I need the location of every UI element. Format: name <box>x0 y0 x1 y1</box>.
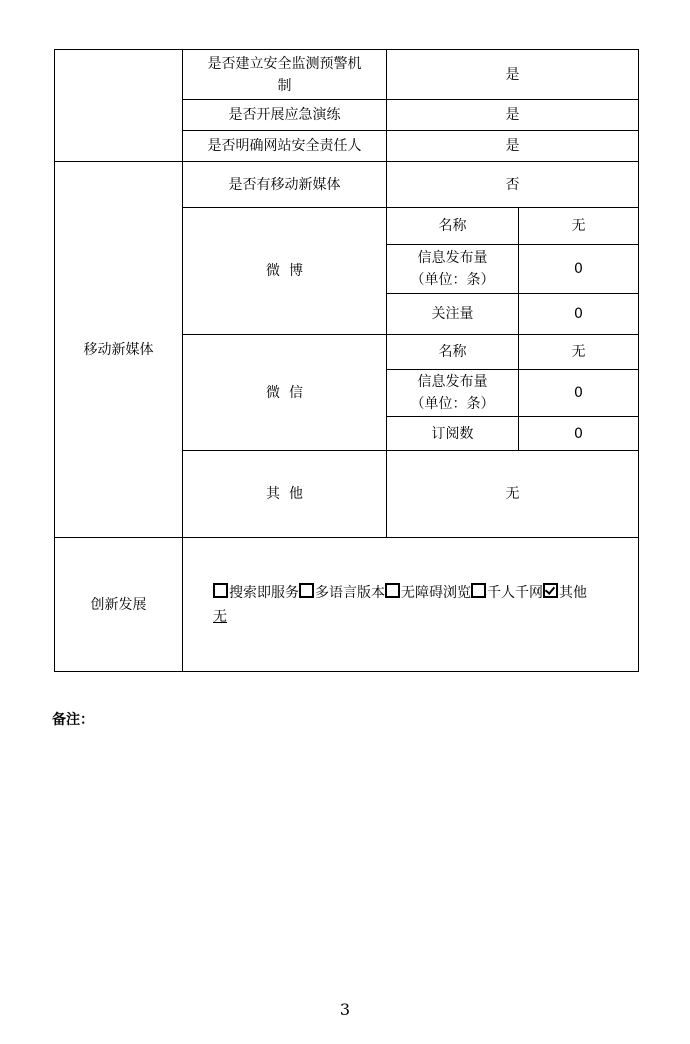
wechat-posts-value: 0 <box>519 370 639 417</box>
info-table <box>54 49 639 672</box>
option-multilingual[interactable] <box>299 585 385 601</box>
checked-checkbox-icon[interactable] <box>543 583 558 598</box>
table-row <box>55 50 639 100</box>
emergency-drill-label: 是否开展应急演练 <box>183 100 387 131</box>
security-warning-label: 是否建立安全监测预警机制 <box>183 50 387 100</box>
option-search-as-service[interactable] <box>213 585 299 601</box>
innovation-section-label: 创新发展 <box>55 538 183 672</box>
remark-label: 备注： <box>52 712 94 728</box>
innovation-options-cell <box>183 538 639 672</box>
weibo-followers-label: 关注量 <box>387 294 519 335</box>
option-label: 其他 <box>559 584 587 601</box>
checkbox-icon[interactable] <box>299 583 314 598</box>
other-media-label: 其 他 <box>183 451 387 538</box>
option-other[interactable] <box>543 585 587 601</box>
other-media-value: 无 <box>387 451 639 538</box>
page-number: 3 <box>339 1000 351 1019</box>
innovation-options <box>213 581 634 629</box>
empty-section-cell <box>55 50 183 162</box>
option-label: 千人千网 <box>487 584 543 601</box>
option-personalized[interactable] <box>471 585 543 601</box>
wechat-subscribers-label: 订阅数 <box>387 417 519 451</box>
weibo-followers-value: 0 <box>519 294 639 335</box>
wechat-label: 微 信 <box>183 335 387 451</box>
responsible-person-label: 是否明确网站安全责任人 <box>183 131 387 162</box>
checkbox-icon[interactable] <box>385 583 400 598</box>
emergency-drill-value: 是 <box>387 100 639 131</box>
has-new-media-value: 否 <box>387 162 639 208</box>
weibo-name-label: 名称 <box>387 208 519 245</box>
option-label: 多语言版本 <box>315 584 385 601</box>
weibo-posts-label: 信息发布量（单位：条） <box>387 245 519 294</box>
wechat-subscribers-value: 0 <box>519 417 639 451</box>
option-label: 搜索即服务 <box>229 584 299 601</box>
responsible-person-value: 是 <box>387 131 639 162</box>
weibo-name-value: 无 <box>519 208 639 245</box>
option-accessibility[interactable] <box>385 585 471 601</box>
table-row <box>55 538 639 672</box>
wechat-posts-label: 信息发布量（单位：条） <box>387 370 519 417</box>
new-media-section-label: 移动新媒体 <box>55 162 183 538</box>
checkbox-icon[interactable] <box>471 583 486 598</box>
weibo-posts-value: 0 <box>519 245 639 294</box>
table-row <box>55 162 639 208</box>
wechat-name-label: 名称 <box>387 335 519 370</box>
has-new-media-label: 是否有移动新媒体 <box>183 162 387 208</box>
option-label: 无障碍浏览 <box>401 584 471 601</box>
checkbox-icon[interactable] <box>213 583 228 598</box>
wechat-name-value: 无 <box>519 335 639 370</box>
innovation-other-text: 无 <box>213 608 227 625</box>
weibo-label: 微 博 <box>183 208 387 335</box>
security-warning-value: 是 <box>387 50 639 100</box>
